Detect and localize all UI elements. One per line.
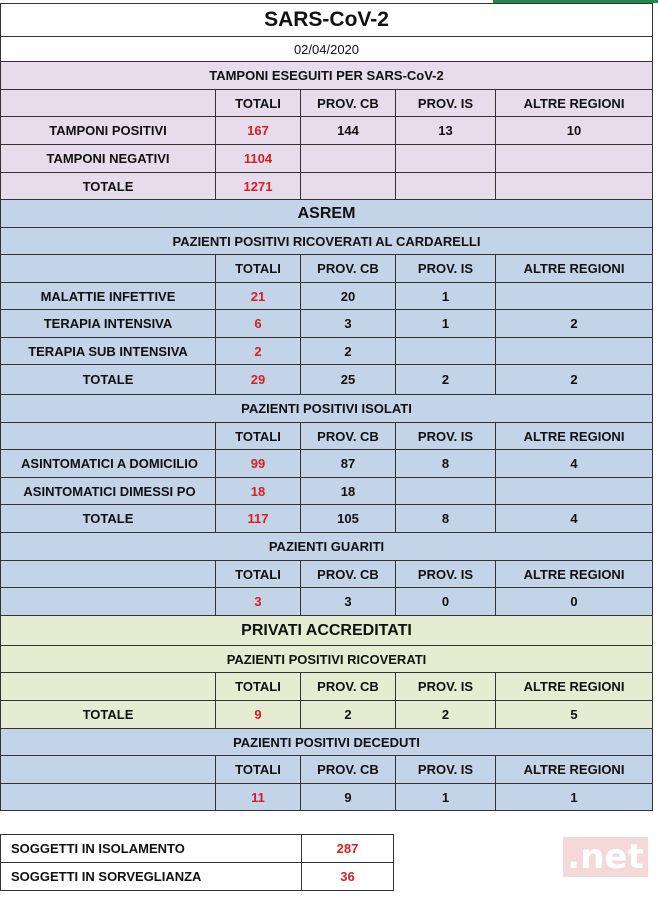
subsection-header-deceduti: PAZIENTI POSITIVI DECEDUTI	[1, 729, 653, 756]
section-header-tamponi: TAMPONI ESEGUITI PER SARS-CoV-2	[1, 62, 653, 90]
value-prov-cb: 2	[301, 701, 396, 729]
subsection-header-guariti: PAZIENTI GUARITI	[1, 533, 653, 561]
table-row	[1, 835, 394, 863]
value-prov-is: 2	[396, 365, 496, 395]
col-header-totali: TOTALI	[216, 90, 301, 117]
empty-cell	[1, 90, 216, 117]
row-label: TOTALE	[1, 701, 216, 729]
value-altre-regioni	[496, 283, 653, 310]
empty-cell	[1, 784, 216, 811]
col-header-totali: TOTALI	[216, 561, 301, 588]
subsection-header-ricoverati: PAZIENTI POSITIVI RICOVERATI AL CARDARELLI	[1, 228, 653, 255]
table-row	[1, 173, 653, 200]
value-totali: 99	[216, 450, 301, 478]
col-header-altre-regioni: ALTRE REGIONI	[496, 673, 653, 701]
row-label: TAMPONI NEGATIVI	[1, 145, 216, 173]
row-label: TERAPIA INTENSIVA	[1, 310, 216, 338]
empty-cell	[1, 255, 216, 283]
col-header-altre-regioni: ALTRE REGIONI	[496, 255, 653, 283]
col-header-altre-regioni: ALTRE REGIONI	[496, 561, 653, 588]
col-header-prov-is: PROV. IS	[396, 561, 496, 588]
table-row	[1, 145, 653, 173]
row-label: ASINTOMATICI A DOMICILIO	[1, 450, 216, 478]
value-totali: 29	[216, 365, 301, 395]
col-header-totali: TOTALI	[216, 756, 301, 784]
value-totali: 6	[216, 310, 301, 338]
value-prov-cb: 2	[301, 338, 396, 365]
value-prov-cb: 9	[301, 784, 396, 811]
report-sheet	[0, 3, 652, 811]
table-row	[1, 505, 653, 533]
value-totali: 2	[216, 338, 301, 365]
value-altre-regioni: 5	[496, 701, 653, 729]
value-prov-cb: 144	[301, 117, 396, 145]
value-prov-cb: 105	[301, 505, 396, 533]
value-prov-is	[396, 145, 496, 173]
table-row	[1, 310, 653, 338]
value-prov-cb: 3	[301, 310, 396, 338]
value-prov-cb	[301, 173, 396, 200]
value-totali: 3	[216, 588, 301, 616]
section-header-asrem: ASREM	[1, 200, 653, 228]
table-row	[1, 450, 653, 478]
value-prov-is: 2	[396, 701, 496, 729]
value-altre-regioni: 1	[496, 784, 653, 811]
value-totali: 1104	[216, 145, 301, 173]
table-row	[1, 283, 653, 310]
value-altre-regioni: 0	[496, 588, 653, 616]
row-label: TOTALE	[1, 505, 216, 533]
col-header-prov-is: PROV. IS	[396, 90, 496, 117]
value-totali: 18	[216, 478, 301, 505]
row-label: ASINTOMATICI DIMESSI PO	[1, 478, 216, 505]
value-prov-is	[396, 478, 496, 505]
col-header-prov-cb: PROV. CB	[301, 673, 396, 701]
row-label: TERAPIA SUB INTENSIVA	[1, 338, 216, 365]
table-row	[1, 478, 653, 505]
summary-table-wrapper	[0, 834, 394, 891]
value-prov-is: 8	[396, 505, 496, 533]
row-label: TOTALE	[1, 365, 216, 395]
value-prov-is: 1	[396, 784, 496, 811]
value-prov-is: 0	[396, 588, 496, 616]
value-prov-cb	[301, 145, 396, 173]
value-altre-regioni	[496, 173, 653, 200]
empty-cell	[1, 423, 216, 450]
empty-cell	[1, 561, 216, 588]
col-header-altre-regioni: ALTRE REGIONI	[496, 756, 653, 784]
empty-cell	[1, 673, 216, 701]
row-label: TAMPONI POSITIVI	[1, 117, 216, 145]
table-row	[1, 701, 653, 729]
col-header-prov-is: PROV. IS	[396, 673, 496, 701]
empty-cell	[1, 756, 216, 784]
value-prov-cb: 25	[301, 365, 396, 395]
summary-label: SOGGETTI IN ISOLAMENTO	[1, 835, 302, 863]
col-header-prov-is: PROV. IS	[396, 255, 496, 283]
table-row	[1, 588, 653, 616]
subsection-header-privati-ricoverati: PAZIENTI POSITIVI RICOVERATI	[1, 646, 653, 673]
col-header-prov-is: PROV. IS	[396, 756, 496, 784]
col-header-altre-regioni: ALTRE REGIONI	[496, 423, 653, 450]
table-row	[1, 863, 394, 891]
summary-label: SOGGETTI IN SORVEGLIANZA	[1, 863, 302, 891]
col-header-totali: TOTALI	[216, 255, 301, 283]
summary-value: 36	[302, 863, 394, 891]
value-altre-regioni: 4	[496, 505, 653, 533]
value-prov-cb: 18	[301, 478, 396, 505]
table-row	[1, 365, 653, 395]
subsection-header-isolati: PAZIENTI POSITIVI ISOLATI	[1, 395, 653, 423]
value-totali: 21	[216, 283, 301, 310]
value-totali: 11	[216, 784, 301, 811]
value-altre-regioni	[496, 478, 653, 505]
value-altre-regioni	[496, 338, 653, 365]
col-header-prov-is: PROV. IS	[396, 423, 496, 450]
col-header-prov-cb: PROV. CB	[301, 561, 396, 588]
col-header-prov-cb: PROV. CB	[301, 423, 396, 450]
table-row	[1, 117, 653, 145]
value-totali: 117	[216, 505, 301, 533]
value-prov-is	[396, 173, 496, 200]
page-title: SARS-CoV-2	[1, 4, 653, 37]
value-prov-is: 8	[396, 450, 496, 478]
value-prov-cb: 87	[301, 450, 396, 478]
value-totali: 167	[216, 117, 301, 145]
watermark-logo: .net	[563, 837, 648, 877]
value-prov-is: 1	[396, 310, 496, 338]
value-altre-regioni: 2	[496, 310, 653, 338]
row-label: MALATTIE INFETTIVE	[1, 283, 216, 310]
col-header-prov-cb: PROV. CB	[301, 255, 396, 283]
table-row	[1, 784, 653, 811]
col-header-altre-regioni: ALTRE REGIONI	[496, 90, 653, 117]
section-header-privati: PRIVATI ACCREDITATI	[1, 616, 653, 646]
value-altre-regioni: 10	[496, 117, 653, 145]
summary-value: 287	[302, 835, 394, 863]
value-prov-is: 13	[396, 117, 496, 145]
report-table	[0, 3, 653, 811]
empty-cell	[1, 588, 216, 616]
value-prov-cb: 20	[301, 283, 396, 310]
value-prov-is	[396, 338, 496, 365]
value-altre-regioni: 2	[496, 365, 653, 395]
col-header-prov-cb: PROV. CB	[301, 90, 396, 117]
summary-table	[0, 834, 394, 891]
col-header-totali: TOTALI	[216, 423, 301, 450]
value-prov-is: 1	[396, 283, 496, 310]
col-header-prov-cb: PROV. CB	[301, 756, 396, 784]
row-label: TOTALE	[1, 173, 216, 200]
report-date: 02/04/2020	[1, 37, 653, 62]
value-totali: 1271	[216, 173, 301, 200]
value-totali: 9	[216, 701, 301, 729]
col-header-totali: TOTALI	[216, 673, 301, 701]
value-prov-cb: 3	[301, 588, 396, 616]
value-altre-regioni	[496, 145, 653, 173]
value-altre-regioni: 4	[496, 450, 653, 478]
table-row	[1, 338, 653, 365]
